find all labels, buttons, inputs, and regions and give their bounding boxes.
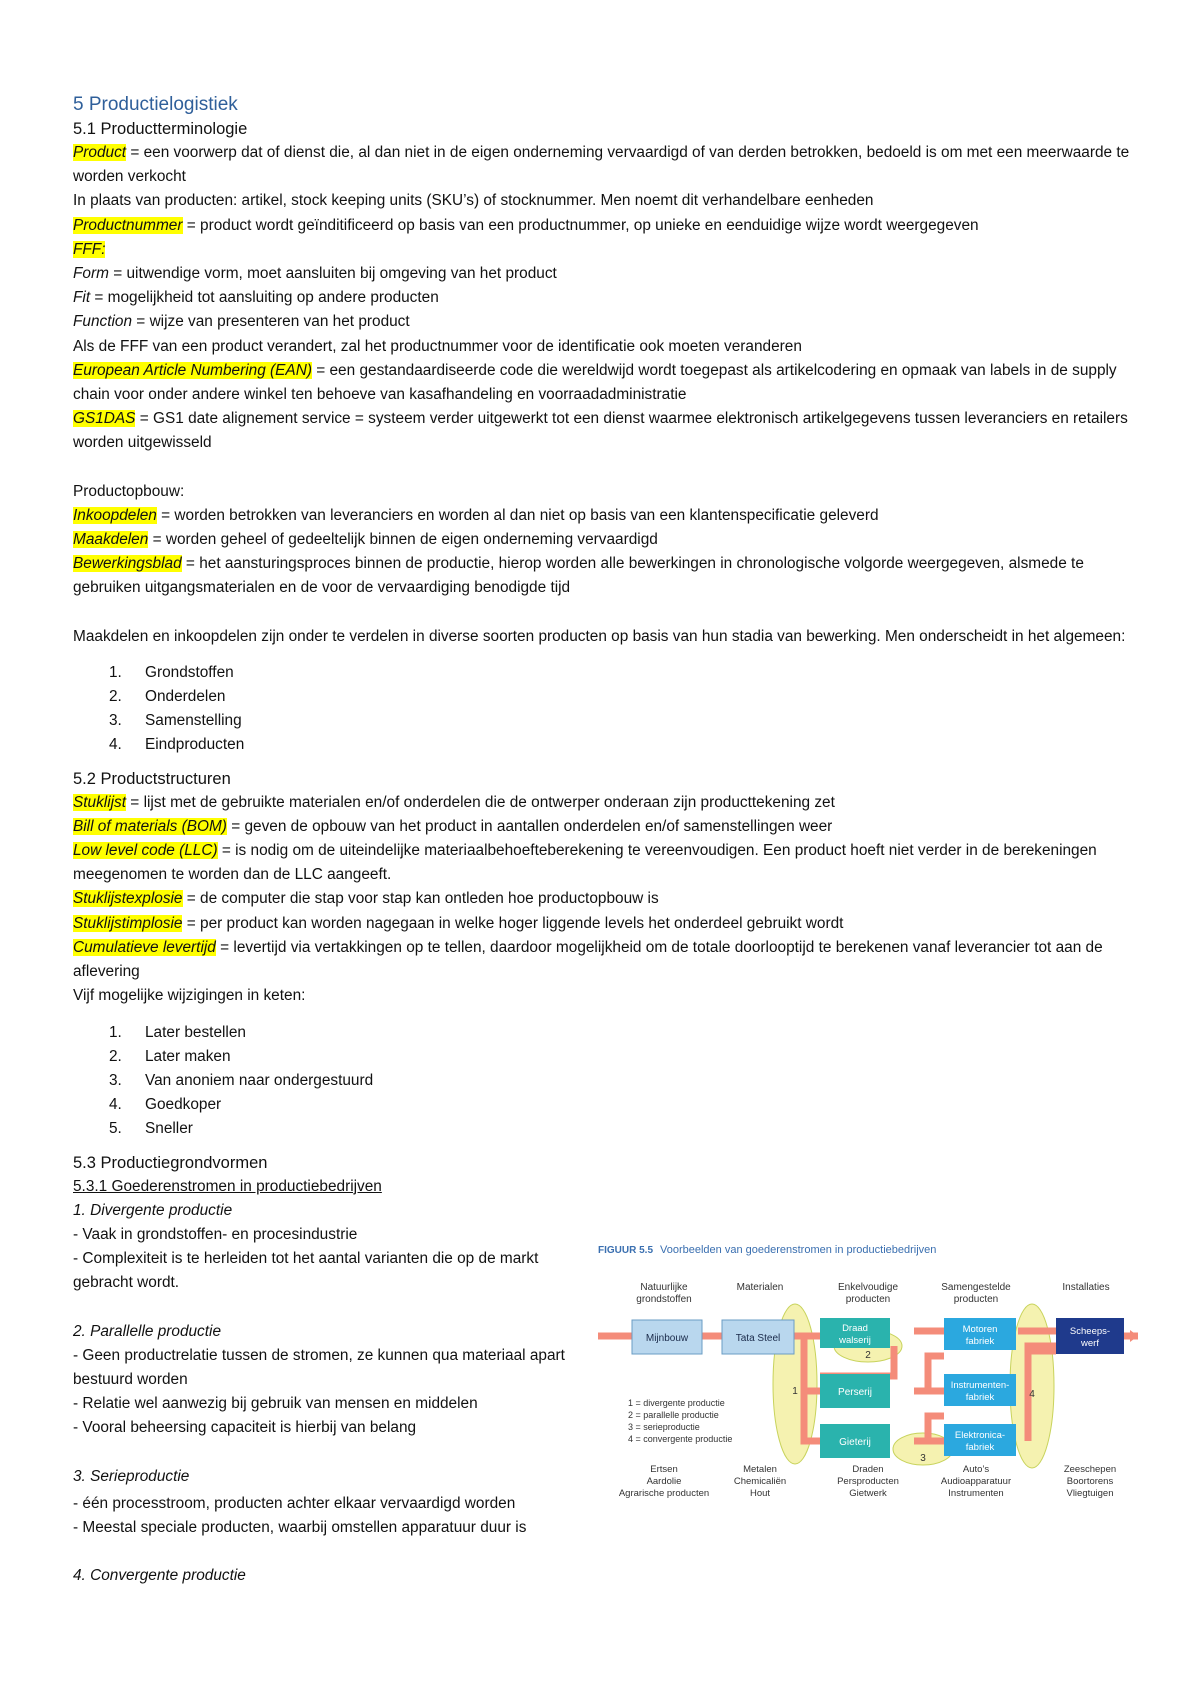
fff-term: Form (73, 265, 109, 283)
box-label: fabriek (965, 1392, 995, 1403)
legend-item: 4 = convergente productie (628, 1434, 733, 1444)
box-label: fabriek (965, 1336, 995, 1347)
legend-item: 3 = serieproductie (628, 1422, 700, 1432)
definition-text: = wijze van presenteren van het product (132, 313, 410, 331)
list-item: 2. Onderdelen (109, 688, 226, 706)
subsection-heading: 5.3.1 Goederenstromen in productiebedrijven (73, 1177, 382, 1195)
text-line (73, 335, 1133, 359)
definition-text: = uitwendige vorm, moet aansluiten bij omgeving van het product (108, 265, 557, 283)
term-highlight: Bill of materials (BOM) (73, 817, 227, 835)
fff-line (73, 262, 1133, 286)
list-item: 4. Eindproducten (109, 736, 245, 754)
parallel-title: 2. Parallelle productie (73, 1322, 222, 1340)
definition-line (73, 214, 1133, 238)
bottom-label: Auto’s (962, 1464, 990, 1475)
section-heading-5-1: 5.1 Productterminologie (73, 120, 248, 138)
bottom-label: Metalen (743, 1464, 777, 1475)
list-item-text: Eindproducten (145, 736, 245, 754)
term-highlight: Inkoopdelen (73, 506, 157, 524)
list-item: 3. Samenstelling (109, 712, 242, 730)
bottom-label: Hout (749, 1488, 771, 1499)
box-label: Motoren (962, 1324, 998, 1335)
legend-item: 2 = parallelle productie (628, 1410, 719, 1420)
col-header: Installaties (1062, 1282, 1110, 1293)
box-label: fabriek (965, 1442, 995, 1453)
definition-line (73, 528, 1133, 552)
flow-marker: 2 (865, 1350, 871, 1361)
list-item: 5. Sneller (109, 1120, 193, 1138)
text-line (73, 189, 1133, 213)
list-item-text: Later maken (145, 1047, 231, 1065)
arrow-head-icon (1130, 1330, 1138, 1342)
list-item-text: Samenstelling (145, 712, 242, 730)
figure-caption-text: Voorbeelden van goederenstromen in productiebedrijven (660, 1244, 937, 1256)
flow-marker: 4 (1029, 1389, 1035, 1400)
box-label: Perserij (838, 1387, 872, 1398)
bottom-label: Chemicaliën (733, 1476, 787, 1487)
legend-item: 1 = divergente productie (628, 1398, 725, 1408)
goods-flow-figure (598, 1236, 1138, 1506)
definition-text: = het aansturingsproces binnen de productie, hierop worden alle bewerkingen in chronologische volgorde weergegeven, alsmede te gebruiken uitgangsmaterialen en de voor de vervaardiging benodigde tijd (73, 555, 1084, 597)
definition-line (73, 936, 1133, 984)
bottom-label: Vliegtuigen (1066, 1488, 1114, 1499)
term-highlight: Cumulatieve levertijd (73, 938, 216, 956)
definition-text: Als de FFF van een product verandert, zal het productnummer voor de identificatie ook moeten veranderen (73, 337, 802, 355)
bottom-label: Ertsen (650, 1464, 678, 1475)
definition-text: = worden betrokken van leveranciers en worden al dan niet op basis van een klantenspecificatie geleverd (156, 506, 879, 524)
box-label: werf (1081, 1338, 1099, 1349)
col-header: producten (845, 1294, 891, 1305)
bullet-line: - Relatie wel aanwezig bij gebruik van mensen en middelen (73, 1395, 478, 1413)
definition-text: = een gestandaardiseerde code die wereldwijd wordt toegepast als artikelcodering en opmaak van labels in de supply chain voor onder andere winkel ten behoeve van kasafhandeling en voorraadadministratie (73, 361, 1117, 404)
definition-line (73, 839, 1133, 887)
wijzigingen-list (73, 1021, 1133, 1142)
box-label: Draad (842, 1323, 868, 1334)
definition-text: = per product kan worden nagegaan in welke hoger liggende levels het onderdeel gebruikt wordt (182, 914, 844, 932)
box-label: Tata Steel (735, 1333, 781, 1344)
definition-text: In plaats van producten: artikel, stock keeping units (SKU’s) of stocknummer. Men noemt dit verhandelbare eenheden (73, 192, 874, 210)
bottom-label: Boortorens (1066, 1476, 1114, 1487)
term-highlight: Product (73, 144, 127, 161)
definition-text: = lijst met de gebruikte materialen en/of onderdelen die de ontwerper onderaan zijn producttekening zet (126, 793, 835, 811)
list-item: 2. Later maken (109, 1047, 231, 1065)
list-item: 3. Van anoniem naar ondergestuurd (109, 1071, 374, 1089)
box-label: Elektronica- (954, 1430, 1006, 1441)
definition-text: = geven de opbouw van het product in aantallen onderdelen en/of samenstellingen weer (226, 817, 833, 835)
term-highlight: Low level code (LLC) (73, 842, 218, 860)
bottom-label: Draden (852, 1464, 884, 1475)
definition-line (73, 887, 1133, 911)
flow-marker: 1 (792, 1386, 798, 1397)
productopbouw-label: Productopbouw: (73, 482, 185, 500)
list-item-text: Onderdelen (145, 688, 226, 706)
bottom-label: Audioapparatuur (940, 1476, 1012, 1487)
section-heading-5-3: 5.3 Productiegrondvormen (73, 1153, 268, 1172)
serie-title: 3. Serieproductie (73, 1467, 190, 1485)
col-header: Enkelvoudige (837, 1282, 899, 1293)
bullet-line: - Meestal speciale producten, waarbij omstellen apparatuur duur is (73, 1518, 527, 1536)
list-item: 4. Goedkoper (109, 1096, 222, 1114)
col-header: Materialen (736, 1282, 784, 1293)
term-highlight: European Article Numbering (EAN) (73, 361, 312, 379)
fff-line (73, 286, 1133, 310)
bottom-label: Gietwerk (849, 1488, 887, 1499)
col-header: Samengestelde (941, 1282, 1011, 1293)
bottom-label: Persproducten (837, 1476, 899, 1487)
bullet-line: - Vaak in grondstoffen- en procesindustrie (73, 1225, 358, 1243)
col-header: Natuurlijke (640, 1282, 688, 1293)
definition-line (73, 912, 1133, 936)
divergent-title: 1. Divergente productie (73, 1201, 233, 1219)
bullet-line: - Geen productrelatie tussen de stromen, ze kunnen qua materiaal apart bestuurd worden (73, 1346, 565, 1388)
term-highlight: Stuklijstexplosie (73, 890, 183, 908)
list-item-text: Later bestellen (145, 1023, 246, 1041)
definition-line (73, 504, 1133, 528)
term-highlight: Stuklijst (73, 793, 127, 811)
definition-line (73, 791, 1133, 815)
fff-term: Function (73, 313, 133, 331)
list-item-text: Sneller (145, 1120, 193, 1138)
bottom-label: Agrarische producten (618, 1488, 710, 1499)
list-item-text: Goedkoper (145, 1096, 222, 1114)
left-column (73, 1175, 593, 1589)
box-label: Scheeps- (1069, 1326, 1111, 1337)
term-highlight: GS1DAS (73, 410, 136, 428)
bottom-label: Zeeschepen (1063, 1464, 1117, 1475)
definition-line (73, 141, 1133, 189)
definition-line (73, 407, 1133, 455)
chapter-title: 5 Productielogistiek (73, 94, 238, 115)
bullet-line: - Complexiteit is te herleiden tot het aantal varianten die op de markt gebracht wordt. (73, 1250, 539, 1292)
definition-line (73, 815, 1133, 839)
list-item: 1. Later bestellen (109, 1023, 246, 1041)
col-header: grondstoffen (636, 1294, 692, 1305)
fff-line (73, 310, 1133, 334)
term-highlight: Productnummer (73, 216, 183, 234)
term-highlight: Maakdelen (73, 531, 149, 549)
definition-line (73, 359, 1133, 407)
box-label: Mijnbouw (645, 1333, 689, 1344)
bottom-label: Aardolie (646, 1476, 682, 1487)
list-item: 1. Grondstoffen (109, 663, 234, 681)
bottom-label: Instrumenten (948, 1488, 1004, 1499)
section-heading-5-2: 5.2 Productstructuren (73, 769, 231, 788)
term-highlight: Bewerkingsblad (73, 555, 182, 573)
convergent-title: 4. Convergente productie (73, 1567, 246, 1585)
stadia-list (73, 661, 1133, 758)
definition-text: = mogelijkheid tot aansluiting op andere producten (90, 289, 439, 307)
definition-text: = product wordt geïnditificeerd op basis van een productnummer, op unieke en eenduidige wijze wordt weergegeven (182, 216, 979, 234)
stadia-paragraph: Maakdelen en inkoopdelen zijn onder te verdelen in diverse soorten producten op basis van hun stadia van bewerking. Men onderscheidt in het algemeen: (73, 627, 1126, 645)
definition-text: = levertijd via vertakkingen op te tellen, daardoor mogelijkheid om de totale doorlooptijd te berekenen vanaf leverancier tot aan de aflevering (73, 938, 1103, 981)
list-item-text: Grondstoffen (145, 663, 234, 681)
definition-text: = de computer die stap voor stap kan ontleden hoe productopbouw is (182, 890, 659, 908)
figure-caption-label: FIGUUR 5.5 (598, 1245, 654, 1256)
col-header: producten (953, 1294, 999, 1305)
bullet-line: - één processtroom, producten achter elkaar vervaardigd worden (73, 1494, 516, 1512)
bullet-line: - Vooral beheersing capaciteit is hierbij van belang (73, 1419, 417, 1437)
definition-text: = is nodig om de uiteindelijke materiaalbehoefteberekening te vereenvoudigen. Een product hoeft niet verder in de berekeningen meegenomen te worden dan de LLC aangeeft. (73, 842, 1097, 884)
definition-line (73, 238, 1133, 262)
definition-text: = een voorwerp dat of dienst die, al dan niet in de eigen onderneming vervaardigd of van derden betrokken, bedoeld is om met een meerwaarde te worden verkocht (73, 144, 1130, 186)
fff-term: Fit (73, 289, 91, 307)
list-item-text: Van anoniem naar ondergestuurd (145, 1071, 374, 1089)
flow-marker: 3 (920, 1453, 926, 1464)
term-highlight: FFF: (73, 240, 106, 258)
box-label: Gieterij (839, 1437, 871, 1448)
definition-text: = GS1 date alignement service = systeem verder uitgewerkt tot een dienst waarmee elektronisch artikelgegevens tussen leveranciers en retailers worden uitgewisseld (73, 410, 1128, 452)
box-label: walserij (839, 1335, 871, 1346)
box-label: Instrumenten- (950, 1380, 1010, 1391)
term-highlight: Stuklijstimplosie (73, 914, 183, 932)
definition-text: = worden geheel of gedeeltelijk binnen de eigen onderneming vervaardigd (148, 531, 658, 549)
definition-line (73, 552, 1133, 600)
wijzigingen-label: Vijf mogelijke wijzigingen in keten: (73, 987, 306, 1005)
